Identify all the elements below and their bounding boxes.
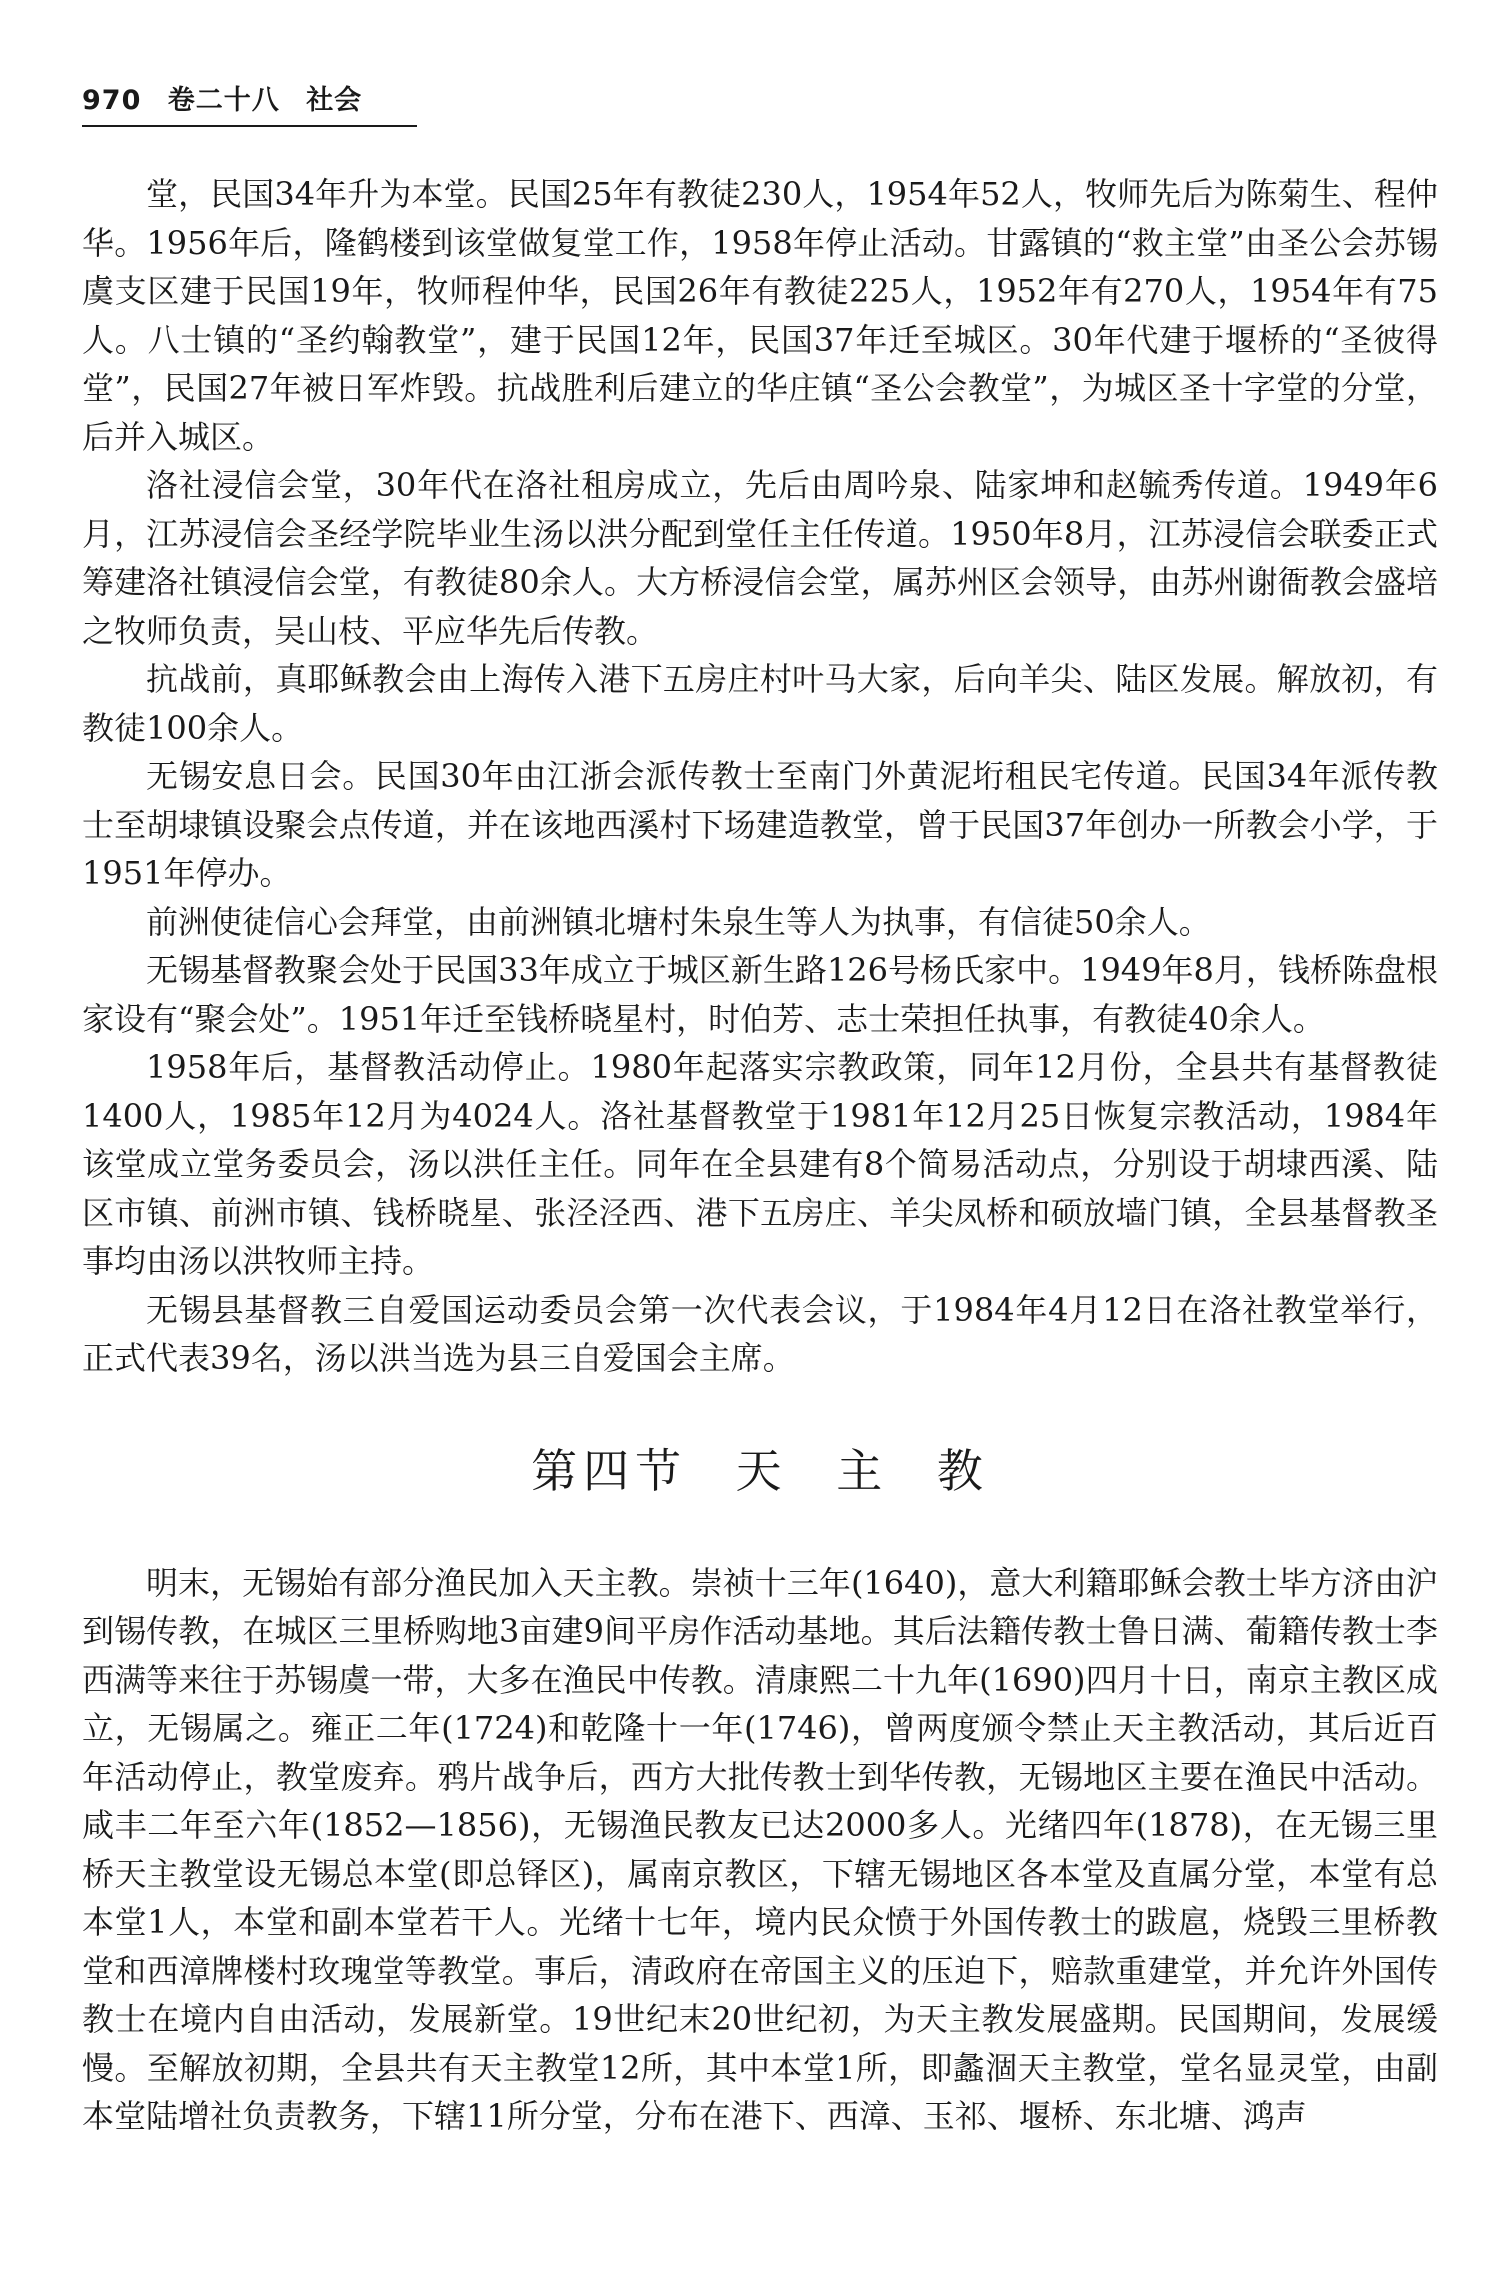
section-title: 第四节 天 主 教 (531, 1443, 989, 1498)
paragraph-three-self-committee: 无锡县基督教三自爱国运动委员会第一次代表会议，于1984年4月12日在洛社教堂举行，正式代表39名，汤以洪当选为县三自爱国会主席。 (82, 1290, 1438, 1377)
paragraph-adventist-church: 无锡安息日会。民国30年由江浙会派传教士至南门外黄泥垳租民宅传道。民国34年派传教士至胡埭镇设聚会点传道，并在该地西溪村下场建造教堂，曾于民国37年创办一所教会小学，于1951年停办。 (82, 757, 1438, 892)
page-header (82, 78, 417, 127)
page-body (82, 170, 1438, 2141)
paragraph-apostolic-faith: 前洲使徒信心会拜堂，由前洲镇北塘村朱泉生等人为执事，有信徒50余人。 (146, 902, 1211, 941)
paragraph-baptist-churches: 洛社浸信会堂，30年代在洛社租房成立，先后由周吟泉、陆家坤和赵毓秀传道。1949年6月，江苏浸信会圣经学院毕业生汤以洪分配到堂任主任传道。1950年8月，江苏浸信会联委正式筹建洛社镇浸信会堂，有教徒80余人。大方桥浸信会堂，属苏州区会领导，由苏州谢衙教会盛培之牧师负责，吴山枝、平应华先后传教。 (82, 466, 1438, 650)
volume-label: 卷二十八 (167, 85, 280, 116)
paragraph-catholic-history: 明末，无锡始有部分渔民加入天主教。崇祯十三年(1640)，意大利籍耶稣会教士毕方济由沪到锡传教，在城区三里桥购地3亩建9间平房作活动基地。其后法籍传教士鲁日满、葡籍传教士李西满等来往于苏锡虞一带，大多在渔民中传教。清康熙二十九年(1690)四月十日，南京主教区成立，无锡属之。雍正二年(1724)和乾隆十一年(1746)，曾两度颁令禁止天主教活动，其后近百年活动停止，教堂废弃。鸦片战争后，西方大批传教士到华传教，无锡地区主要在渔民中活动。咸丰二年至六年(1852—1856)，无锡渔民教友已达2000多人。光绪四年(1878)，在无锡三里桥天主教堂设无锡总本堂(即总铎区)，属南京教区，下辖无锡地区各本堂及直属分堂，本堂有总本堂1人，本堂和副本堂若干人。光绪十七年，境内民众愤于外国传教士的跋扈，烧毁三里桥教堂和西漳牌楼村玫瑰堂等教堂。事后，清政府在帝国主义的压迫下，赔款重建堂，并允许外国传教士在境内自由活动，发展新堂。19世纪末20世纪初，为天主教发展盛期。民国期间，发展缓慢。至解放初期，全县共有天主教堂12所，其中本堂1所，即蠡涸天主教堂，堂名显灵堂，由副本堂陆增社负责教务，下辖11所分堂，分布在港下、西漳、玉祁、堰桥、东北塘、鸿声 (82, 1563, 1438, 2135)
paragraph-assembly-hall: 无锡基督教聚会处于民国33年成立于城区新生路126号杨氏家中。1949年8月，钱桥陈盘根家设有“聚会处”。1951年迁至钱桥晓星村，时伯芳、志士荣担任执事，有教徒40余人。 (82, 951, 1438, 1038)
section-label: 社会 (306, 85, 363, 116)
paragraph-anglican-churches: 堂，民国34年升为本堂。民国25年有教徒230人，1954年52人，牧师先后为陈菊生、程仲华。1956年后，隆鹤楼到该堂做复堂工作，1958年停止活动。甘露镇的“救主堂”由圣公会苏锡虞支区建于民国19年，牧师程仲华，民国26年有教徒225人，1952年有270人，1954年有75人。八士镇的“圣约翰教堂”，建于民国12年，民国37年迁至城区。30年代建于堰桥的“圣彼得堂”，民国27年被日军炸毁。抗战胜利后建立的华庄镇“圣公会教堂”，为城区圣十字堂的分堂，后并入城区。 (82, 175, 1438, 456)
page-number: 970 (82, 85, 142, 116)
paragraph-post-1958: 1958年后，基督教活动停止。1980年起落实宗教政策，同年12月份，全县共有基督教徒1400人，1985年12月为4024人。洛社基督教堂于1981年12月25日恢复宗教活动，1984年该堂成立堂务委员会，汤以洪任主任。同年在全县建有8个简易活动点，分别设于胡埭西溪、陆区市镇、前洲市镇、钱桥晓星、张泾泾西、港下五房庄、羊尖凤桥和硕放墙门镇，全县基督教圣事均由汤以洪牧师主持。 (82, 1048, 1438, 1280)
paragraph-true-jesus-church: 抗战前，真耶稣教会由上海传入港下五房庄村叶马大家，后向羊尖、陆区发展。解放初，有教徒100余人。 (82, 660, 1438, 747)
